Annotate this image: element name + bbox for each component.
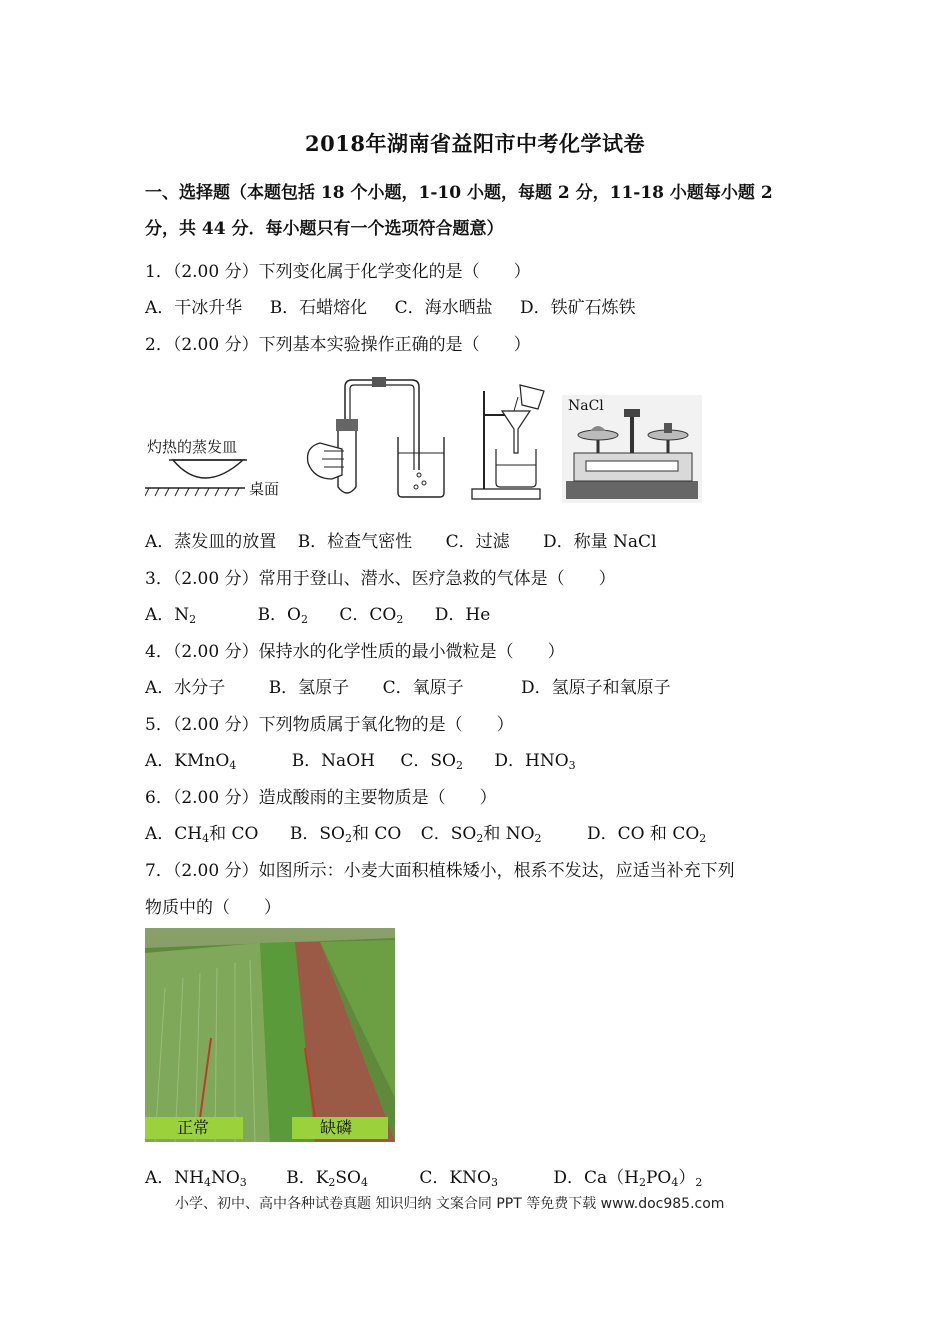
option-d: D．CO 和 $CO_2$ [586, 824, 707, 845]
option-b: B．氢原子 [268, 678, 350, 698]
figure-airtightness [300, 375, 450, 500]
option-b: B．$K_2SO_4$ [286, 1168, 368, 1189]
option-d: D．氢原子和氧原子 [521, 678, 671, 698]
option-b: B．石蜡熔化 [269, 298, 368, 318]
option-c: C．$SO_2$和 $NO_2$ [420, 824, 542, 845]
option-d: D．$Ca(H_2PO_4)_2$ [553, 1168, 703, 1189]
page-title: 2018年湖南省益阳市中考化学试卷 [305, 131, 645, 156]
figure-evaporating-dish [145, 430, 285, 502]
section-heading [145, 175, 825, 247]
option-a: A．KMnO$_4$ [145, 751, 237, 772]
question-7-stem-line2: 物质中的（ ） [145, 898, 281, 918]
section-heading-line2: 分，共 44 分．每小题只有一个选项符合题意） [145, 219, 504, 239]
option-b: B．NaOH [291, 751, 375, 771]
photo-label-normal: 正常 [145, 1117, 243, 1139]
filtration-apparatus-icon [470, 383, 550, 501]
question-7-stem-line1: 7．（2.00 分）如图所示：小麦大面积植株矮小，根系不发达，应适当补充下列 [145, 861, 735, 881]
question-4-stem: 4．（2.00 分）保持水的化学性质的最小微粒是（ ） [145, 642, 565, 662]
option-a: A．$N_2$ [145, 605, 197, 626]
page-footer: 小学、初中、高中各种试卷真题 知识归纳 文案合同 PPT 等免费下载 www.doc985.com [175, 1196, 725, 1212]
option-a: A．蒸发皿的放置 [145, 532, 277, 552]
figure-label-table: 桌面 [249, 480, 280, 498]
option-a: A．干冰升华 [145, 298, 243, 318]
question-6-options [145, 819, 706, 845]
question-1-options [145, 293, 636, 318]
question-3-options [145, 600, 490, 626]
question-1-stem: 1．（2.00 分）下列变化属于化学变化的是（ ） [145, 262, 531, 282]
question-5-options [145, 746, 576, 772]
question-7-options [145, 1163, 702, 1189]
option-d: D．铁矿石炼铁 [520, 298, 636, 318]
question-6-stem: 6．（2.00 分）造成酸雨的主要物质是（ ） [145, 788, 497, 808]
option-c: C．过滤 [445, 532, 510, 552]
section-heading-line1: 一、选择题（本题包括 18 个小题，1-10 小题，每题 2 分，11-18 小题每小题 2 [145, 183, 773, 203]
option-d: D．He [434, 605, 491, 625]
option-c: C．氧原子 [382, 678, 464, 698]
question-3-stem: 3．（2.00 分）常用于登山、潜水、医疗急救的气体是（ ） [145, 569, 616, 589]
question-2-stem: 2．（2.00 分）下列基本实验操作正确的是（ ） [145, 335, 531, 355]
option-b: B．$O_2$ [257, 605, 308, 626]
figure-label-dish: 灼热的蒸发皿 [147, 438, 238, 456]
question-4-options [145, 673, 671, 698]
wheat-field-photo [145, 928, 395, 1142]
airtightness-apparatus-icon [300, 375, 450, 500]
option-b: B．检查气密性 [297, 532, 413, 552]
option-a: A．$CH_4$和 CO [145, 824, 259, 845]
option-c: C．$SO_2$ [400, 751, 463, 772]
figure-filtration [470, 383, 550, 501]
option-d: D．称量 NaCl [543, 532, 657, 552]
photo-label-phosphorus-deficiency: 缺磷 [292, 1117, 388, 1139]
wheat-field-image [145, 928, 395, 1142]
figure-balance [562, 395, 702, 503]
option-c: C．$CO_2$ [339, 605, 404, 626]
option-a: A．水分子 [145, 678, 226, 698]
option-c: C．海水晒盐 [394, 298, 493, 318]
option-d: D．$HNO_3$ [494, 751, 576, 772]
option-b: B．$SO_2$和 CO [289, 824, 402, 845]
question-5-stem: 5．（2.00 分）下列物质属于氧化物的是（ ） [145, 715, 514, 735]
option-c: C．$KNO_3$ [419, 1168, 498, 1189]
option-a: A．$NH_4NO_3$ [145, 1168, 247, 1189]
question-2-options [145, 527, 657, 552]
figure-label-nacl: NaCl [568, 398, 604, 414]
